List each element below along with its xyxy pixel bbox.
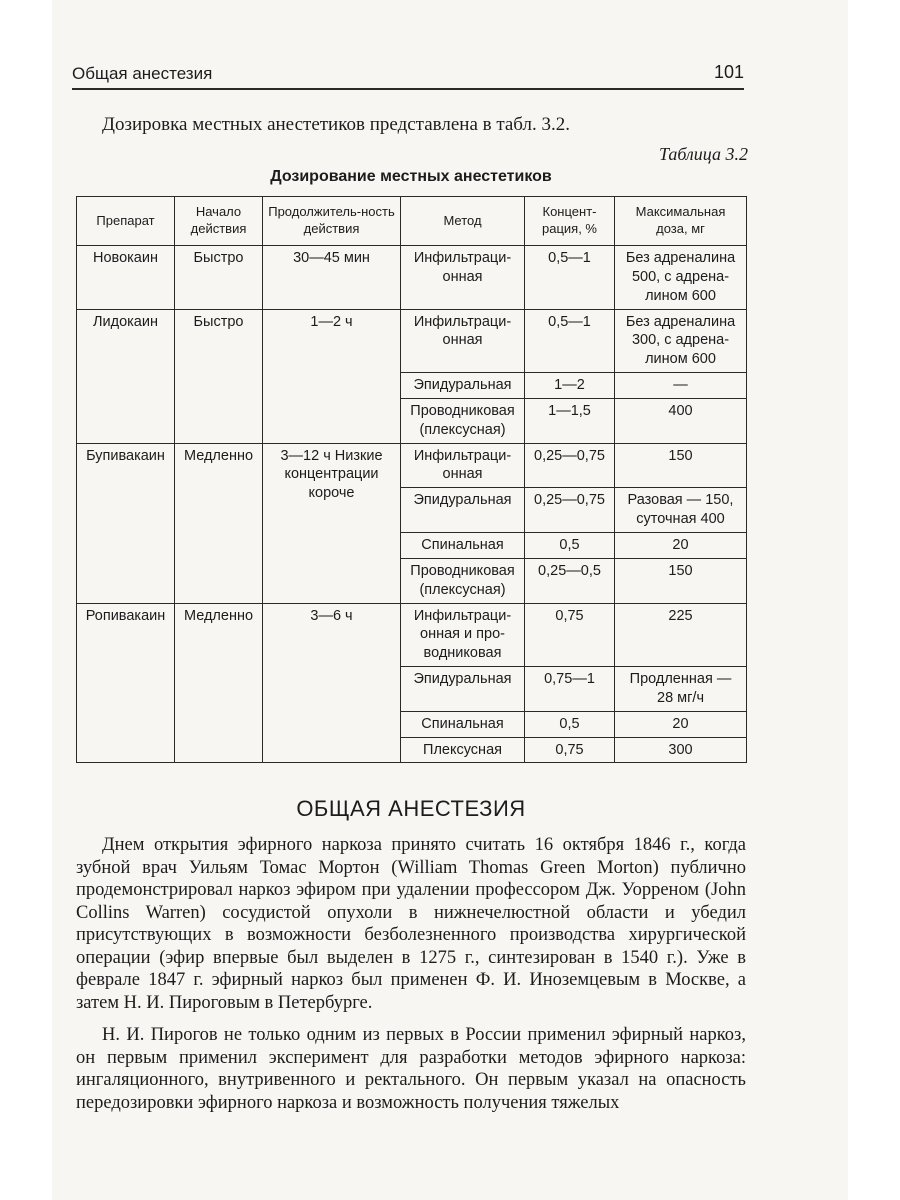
dose-cell: 20 bbox=[615, 711, 747, 737]
drug-onset: Быстро bbox=[175, 309, 263, 443]
drug-onset: Медленно bbox=[175, 443, 263, 603]
drug-duration: 1—2 ч bbox=[263, 309, 401, 443]
concentration-cell: 1—2 bbox=[525, 373, 615, 399]
concentration-cell: 0,75 bbox=[525, 603, 615, 667]
concentration-cell: 0,25—0,75 bbox=[525, 443, 615, 488]
dose-cell: 150 bbox=[615, 443, 747, 488]
dose-cell: 300 bbox=[615, 737, 747, 763]
method-cell: Проводниковая (плексусная) bbox=[401, 398, 525, 443]
method-cell: Спинальная bbox=[401, 711, 525, 737]
drug-name: Бупивакаин bbox=[77, 443, 175, 603]
concentration-cell: 0,75 bbox=[525, 737, 615, 763]
drug-name: Новокаин bbox=[77, 246, 175, 310]
method-cell: Проводниковая (плексусная) bbox=[401, 558, 525, 603]
method-cell: Плексусная bbox=[401, 737, 525, 763]
intro-sentence: Дозировка местных анестетиков представлена в табл. 3.2. bbox=[102, 114, 570, 135]
drug-onset: Быстро bbox=[175, 246, 263, 310]
concentration-cell: 0,5 bbox=[525, 711, 615, 737]
col-header-drug: Препарат bbox=[77, 197, 175, 246]
dose-cell: 400 bbox=[615, 398, 747, 443]
table-caption: Таблица 3.2 bbox=[658, 144, 748, 164]
method-cell: Инфильтраци-онная bbox=[401, 246, 525, 310]
method-cell: Инфильтраци-онная bbox=[401, 309, 525, 373]
dose-cell: Разовая — 150, суточная 400 bbox=[615, 488, 747, 533]
col-header-concentration: Концент-рация, % bbox=[525, 197, 615, 246]
method-cell: Инфильтраци-онная bbox=[401, 443, 525, 488]
method-cell: Эпидуральная bbox=[401, 488, 525, 533]
drug-onset: Медленно bbox=[175, 603, 263, 763]
dose-cell: — bbox=[615, 373, 747, 399]
concentration-cell: 0,5 bbox=[525, 532, 615, 558]
table-row bbox=[77, 309, 747, 373]
col-header-max-dose: Максимальная доза, мг bbox=[615, 197, 747, 246]
drug-duration: 30—45 мин bbox=[263, 246, 401, 310]
method-cell: Эпидуральная bbox=[401, 667, 525, 712]
dose-cell: Без адреналина 300, с адрена-лином 600 bbox=[615, 309, 747, 373]
table-header-row bbox=[77, 197, 747, 246]
concentration-cell: 0,5—1 bbox=[525, 309, 615, 373]
method-cell: Инфильтраци-онная и про-водниковая bbox=[401, 603, 525, 667]
method-cell: Эпидуральная bbox=[401, 373, 525, 399]
dose-cell: 225 bbox=[615, 603, 747, 667]
table-row bbox=[77, 603, 747, 667]
method-cell: Спинальная bbox=[401, 532, 525, 558]
col-header-onset: Начало действия bbox=[175, 197, 263, 246]
concentration-cell: 0,75—1 bbox=[525, 667, 615, 712]
drug-name: Лидокаин bbox=[77, 309, 175, 443]
paragraph: Н. И. Пирогов не только одним из первых в России применил эфирный наркоз, он первым применил эксперимент для разработки методов эфирного наркоза: ингаляционного, внутривенного и ректального. Он первым указал на опасность передозировки эфирного наркоза и возможность получения тяжелых bbox=[76, 1025, 746, 1113]
header-section-title: Общая анестезия bbox=[72, 64, 213, 83]
dose-cell: 150 bbox=[615, 558, 747, 603]
anesthetic-dosage-table bbox=[76, 196, 747, 763]
table-title: Дозирование местных анестетиков bbox=[270, 168, 552, 185]
concentration-cell: 1—1,5 bbox=[525, 398, 615, 443]
section-heading: ОБЩАЯ АНЕСТЕЗИЯ bbox=[296, 796, 526, 821]
table-row bbox=[77, 443, 747, 488]
table-row bbox=[77, 246, 747, 310]
concentration-cell: 0,25—0,75 bbox=[525, 488, 615, 533]
concentration-cell: 0,5—1 bbox=[525, 246, 615, 310]
dose-cell: 20 bbox=[615, 532, 747, 558]
drug-name: Ропивакаин bbox=[77, 603, 175, 763]
drug-duration: 3—12 ч Низкие концентрации короче bbox=[263, 443, 401, 603]
col-header-duration: Продолжитель-ность действия bbox=[263, 197, 401, 246]
concentration-cell: 0,25—0,5 bbox=[525, 558, 615, 603]
col-header-method: Метод bbox=[401, 197, 525, 246]
drug-duration: 3—6 ч bbox=[263, 603, 401, 763]
paragraph: Днем открытия эфирного наркоза принято считать 16 октября 1846 г., когда зубной врач Уильям Томас Мортон (William Thomas Green Morton) публично продемонстрировал наркоз эфиром при удалении профессором Дж. Уорреном (John Collins Warren) сосудистой опухоли в нижнечелюстной области и убедил присутствующих в возможности безболезненного производства хирургической операции (эфир впервые был выделен в 1275 г., синтезирован в 1540 г.). Уже в феврале 1847 г. эфирный наркоз был применен Ф. И. Иноземцевым в Москве, а затем Н. И. Пироговым в Петербурге. bbox=[76, 835, 746, 1013]
dose-cell: Продленная — 28 мг/ч bbox=[615, 667, 747, 712]
page-number: 101 bbox=[713, 62, 744, 82]
running-header bbox=[72, 58, 744, 90]
body-text bbox=[76, 834, 746, 1124]
dose-cell: Без адреналина 500, с адрена-лином 600 bbox=[615, 246, 747, 310]
